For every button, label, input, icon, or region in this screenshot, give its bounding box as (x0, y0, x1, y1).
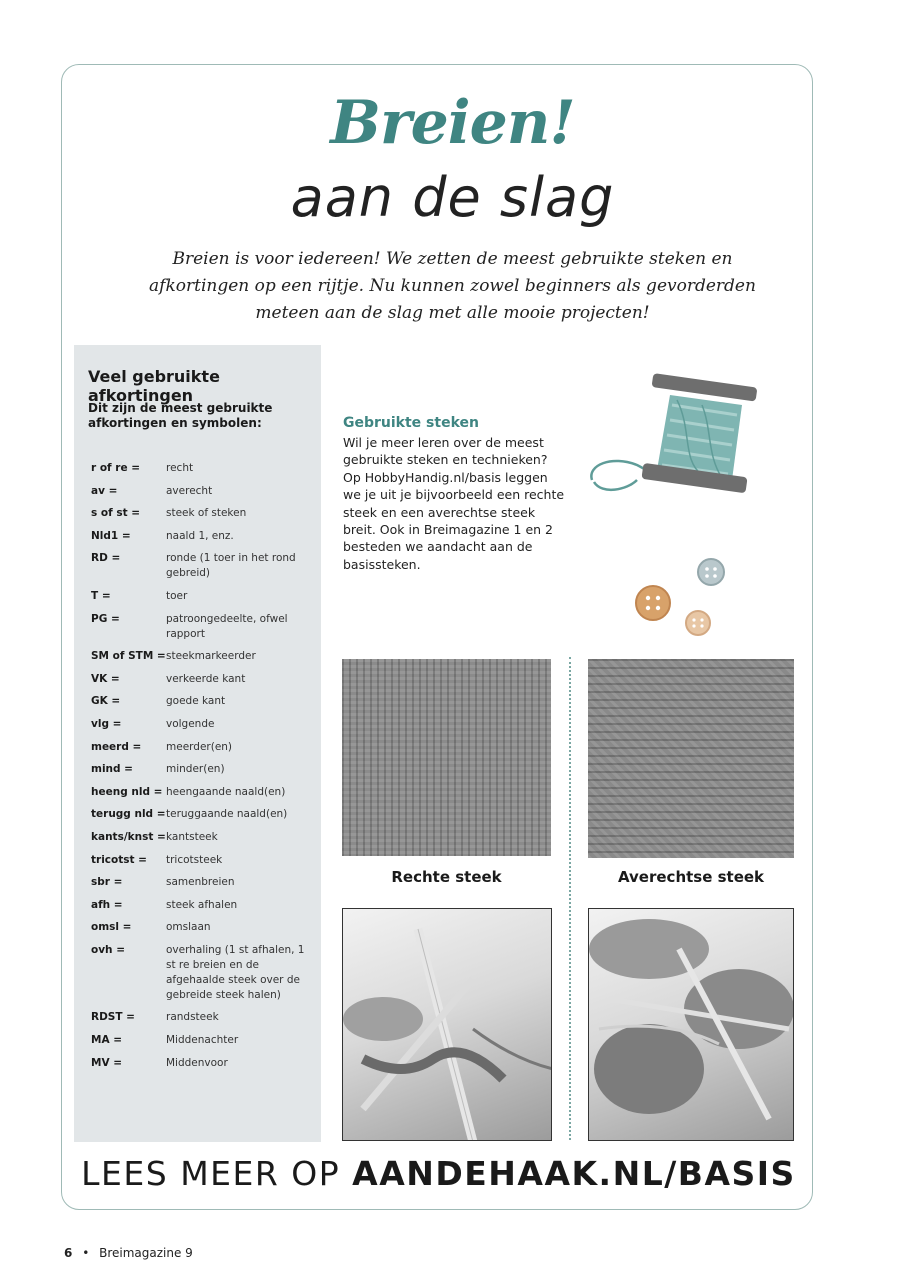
abbreviation-value: kantsteek (166, 830, 218, 843)
abbreviation-row (91, 589, 319, 604)
abbreviation-row (91, 694, 319, 709)
abbreviation-key: heeng nld = (91, 785, 163, 798)
knit-stitch-swatch (342, 659, 551, 856)
abbreviation-value: patroongedeelte, ofwel rapport (166, 612, 288, 640)
abbreviation-value: steek of steken (166, 507, 247, 520)
thread-spool-icon (582, 370, 762, 510)
abbreviation-value: overhaling (1 st afhalen, 1 st re breien en de afgehaalde steek over de gebreide steek halen) (166, 943, 305, 1001)
footer-separator: • (82, 1246, 90, 1260)
page-footer (64, 1246, 193, 1260)
abbreviation-value: meerder(en) (166, 740, 233, 753)
abbreviation-key: mind = (91, 763, 133, 776)
abbreviation-value: heengaande naald(en) (166, 785, 286, 798)
abbreviation-value: minder(en) (166, 763, 225, 776)
page-number: 6 (64, 1246, 73, 1260)
column-divider (569, 657, 571, 1140)
abbreviation-row (91, 717, 319, 732)
steken-text: Wil je meer leren over de meest gebruikte steken en technieken? Op HobbyHandig.nl/basis leggen we je uit je bijvoorbeeld een rechte steek en een averechtse steek breit. Ook in Breimagazine 1 en 2 besteden we aandacht aan de basissteken. (343, 435, 565, 572)
abbreviation-key: PG = (91, 612, 120, 625)
abbreviation-key: terugg nld = (91, 808, 166, 821)
abbreviation-value: steek afhalen (166, 898, 238, 911)
abbreviation-value: naald 1, enz. (166, 529, 234, 542)
abbreviation-value: tricotsteek (166, 853, 223, 866)
abbreviations-subtitle: Dit zijn de meest gebruikte afkortingen en symbolen: (88, 401, 273, 430)
abbreviation-row (91, 672, 319, 687)
abbreviation-key: meerd = (91, 740, 142, 753)
abbreviation-value: Middenachter (166, 1034, 239, 1047)
abbreviation-value: randsteek (166, 1011, 219, 1024)
abbreviation-row (91, 762, 319, 777)
magazine-name: Breimagazine 9 (99, 1246, 193, 1260)
intro-text: Breien is voor iedereen! We zetten de meest gebruikte steken en afkortingen op een rijtje. Nu kunnen zowel beginners als gevorderden meteen aan de slag met alle mooie projecten! (149, 249, 756, 323)
abbreviation-row (91, 853, 319, 868)
abbreviation-row (91, 461, 319, 476)
abbreviations-panel (74, 345, 321, 1142)
abbreviation-row (91, 1056, 319, 1071)
abbreviation-row (91, 807, 319, 822)
abbreviation-value: omslaan (166, 921, 211, 934)
abbreviation-row (91, 785, 319, 800)
abbreviation-row (91, 649, 319, 664)
knitting-hands-photo-2 (588, 908, 794, 1141)
abbreviation-row (91, 551, 319, 581)
purl-stitch-label: Averechtse steek (617, 868, 765, 886)
page-subtitle: aan de slag (290, 166, 615, 229)
abbreviation-row (91, 920, 319, 935)
abbreviations-list (91, 461, 319, 1078)
abbreviation-key: kants/knst = (91, 830, 166, 843)
abbreviations-title: Veel gebruikte afkortingen (88, 367, 220, 405)
abbreviation-value: samenbreien (166, 876, 235, 889)
abbreviation-row (91, 1010, 319, 1025)
abbreviation-key: RD = (91, 552, 121, 565)
page-title: Breien! (330, 88, 575, 158)
knitting-hands-photo (342, 908, 552, 1141)
abbreviation-value: averecht (166, 484, 213, 497)
abbreviation-value: toer (166, 589, 188, 602)
read-more-banner (0, 1154, 877, 1193)
abbreviation-value: teruggaande naald(en) (166, 808, 288, 821)
abbreviation-row (91, 484, 319, 499)
abbreviation-value: verkeerde kant (166, 672, 246, 685)
abbreviation-key: GK = (91, 695, 121, 708)
abbreviation-row (91, 1033, 319, 1048)
abbreviation-row (91, 875, 319, 890)
purl-stitch-swatch (588, 659, 794, 858)
abbreviation-key: afh = (91, 898, 123, 911)
abbreviation-row (91, 943, 319, 1003)
knit-stitch-label: Rechte steek (391, 868, 502, 886)
abbreviation-value: steekmarkeerder (166, 650, 256, 663)
abbreviation-key: r of re = (91, 462, 141, 474)
abbreviation-row (91, 830, 319, 845)
buttons-icon (630, 555, 730, 645)
abbreviation-key: vlg = (91, 717, 122, 730)
abbreviation-row (91, 529, 319, 544)
abbreviation-key: omsl = (91, 921, 132, 934)
abbreviation-key: MV = (91, 1056, 123, 1069)
abbreviation-key: tricotst = (91, 853, 147, 866)
abbreviation-key: Nld1 = (91, 529, 131, 542)
abbreviation-key: s of st = (91, 507, 141, 520)
steken-title: Gebruikte steken (343, 415, 479, 431)
abbreviation-row (91, 506, 319, 521)
abbreviation-key: sbr = (91, 876, 123, 889)
read-more-prefix: LEES MEER OP (81, 1154, 353, 1193)
abbreviation-row (91, 740, 319, 755)
abbreviation-row (91, 898, 319, 913)
abbreviation-key: T = (91, 589, 111, 602)
abbreviation-key: SM of STM = (91, 650, 166, 663)
abbreviation-key: av = (91, 484, 118, 497)
abbreviation-key: VK = (91, 672, 120, 685)
abbreviation-key: MA = (91, 1034, 123, 1047)
abbreviation-key: ovh = (91, 943, 125, 956)
abbreviation-row (91, 612, 319, 642)
abbreviation-value: recht (166, 462, 194, 474)
abbreviation-value: goede kant (166, 695, 226, 708)
abbreviation-value: ronde (1 toer in het rond gebreid) (166, 552, 296, 580)
abbreviation-value: volgende (166, 717, 215, 730)
abbreviation-value: Middenvoor (166, 1056, 228, 1069)
read-more-link[interactable]: AANDEHAAK.NL/BASIS (352, 1154, 796, 1193)
abbreviation-key: RDST = (91, 1011, 135, 1024)
